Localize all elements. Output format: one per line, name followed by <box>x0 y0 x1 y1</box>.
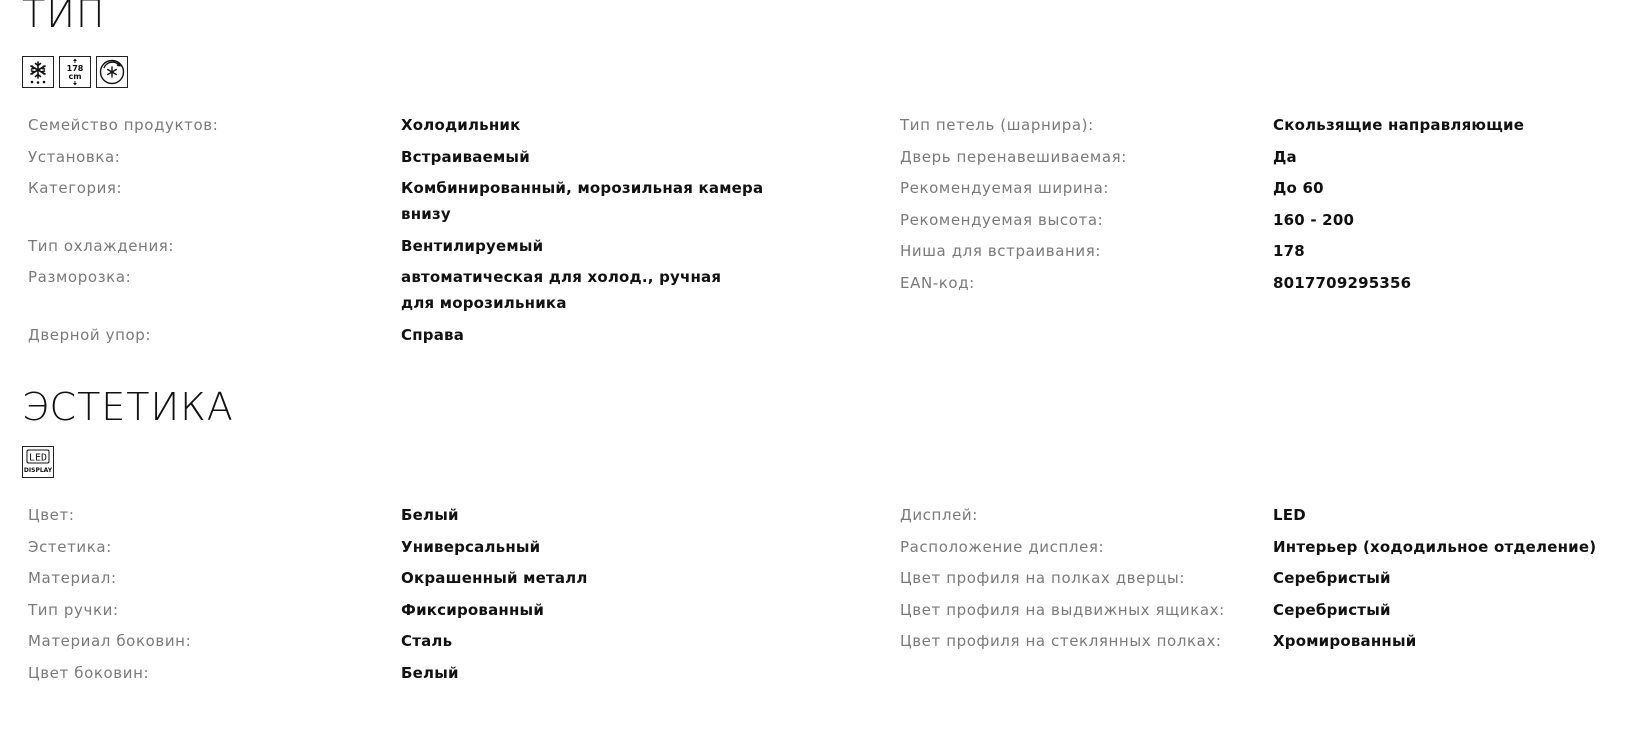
spec-label: Разморозка: <box>28 268 132 286</box>
spec-value: Универсальный <box>401 537 541 556</box>
spec-row <box>0 322 801 348</box>
niche-value-text: 178 <box>66 64 84 73</box>
spec-label: Рекомендуемая высота: <box>900 210 1104 229</box>
spec-row <box>900 628 1603 654</box>
spec-label: Дверь перенавешиваемая: <box>900 147 1127 166</box>
spec-row <box>0 175 801 227</box>
spec-column-left <box>0 112 801 353</box>
spec-value: 178 <box>1273 242 1305 260</box>
spec-value: Встраиваемый <box>401 147 530 166</box>
spec-row <box>0 597 801 623</box>
spec-row <box>900 534 1603 560</box>
spec-row <box>0 144 801 170</box>
spec-value: Фиксированный <box>401 600 545 619</box>
spec-column-right <box>900 112 1603 301</box>
spec-label: Рекомендуемая ширина: <box>900 179 1110 197</box>
spec-value: Интерьер (хододильное отделение) <box>1273 537 1597 556</box>
spec-label: EAN-код: <box>900 273 975 292</box>
led-display-icon <box>22 446 54 478</box>
spec-value: LED <box>1273 506 1306 524</box>
spec-row <box>0 628 801 654</box>
snowflake-drops-icon <box>22 56 54 88</box>
spec-row <box>0 502 801 528</box>
spec-column-left <box>0 502 801 691</box>
spec-label: Цвет профиля на полках дверцы: <box>900 569 1185 587</box>
spec-row <box>900 144 1603 170</box>
spec-label: Цвет профиля на стеклянных полках: <box>900 632 1222 650</box>
no-frost-icon <box>96 56 128 88</box>
spec-value: автоматическая для холод., ручная для морозильника <box>401 268 722 312</box>
spec-value: До 60 <box>1273 179 1324 197</box>
spec-value: Хромированный <box>1273 632 1417 650</box>
spec-row <box>900 238 1603 264</box>
spec-label: Расположение дисплея: <box>900 537 1105 556</box>
spec-value: Скользящие направляющие <box>1273 116 1525 134</box>
spec-row <box>0 264 801 316</box>
spec-value: Белый <box>401 506 459 524</box>
spec-row <box>900 270 1603 296</box>
spec-label: Дисплей: <box>900 506 978 524</box>
display-label-text: DISPLAY <box>24 467 52 474</box>
spec-label: Тип охлаждения: <box>28 236 175 255</box>
spec-label: Тип петель (шарнира): <box>900 116 1094 134</box>
spec-label: Ниша для встраивания: <box>900 242 1102 260</box>
section-title-type: ТИП <box>22 0 106 36</box>
spec-label: Эстетика: <box>28 537 112 556</box>
spec-label: Материал боковин: <box>28 632 192 650</box>
spec-label: Цвет боковин: <box>28 663 150 682</box>
section-title-aesthetics: ЭСТЕТИКА <box>22 385 234 429</box>
feature-icons-aesthetics <box>22 446 54 478</box>
niche-178cm-icon <box>59 56 91 88</box>
feature-icons-type <box>22 56 128 88</box>
spec-label: Цвет: <box>28 506 75 524</box>
niche-unit-text: cm <box>68 72 82 81</box>
spec-row <box>900 112 1603 138</box>
spec-label: Тип ручки: <box>28 600 119 619</box>
spec-row <box>0 660 801 686</box>
spec-label: Семейство продуктов: <box>28 116 219 134</box>
spec-row <box>0 534 801 560</box>
spec-value: Да <box>1273 147 1297 166</box>
spec-value: Вентилируемый <box>401 236 544 255</box>
spec-value: Белый <box>401 663 459 682</box>
spec-value: Справа <box>401 325 465 344</box>
spec-value: Комбинированный, морозильная камера внизу <box>401 179 764 223</box>
spec-value: 8017709295356 <box>1273 273 1412 292</box>
spec-row <box>900 597 1603 623</box>
led-label-text: LED <box>28 452 48 464</box>
spec-row <box>900 565 1603 591</box>
spec-row <box>0 233 801 259</box>
spec-row <box>900 207 1603 233</box>
spec-label: Материал: <box>28 569 117 587</box>
spec-value: Серебристый <box>1273 569 1391 587</box>
spec-value: 160 - 200 <box>1273 210 1355 229</box>
spec-row <box>0 565 801 591</box>
spec-row <box>900 175 1603 201</box>
spec-row <box>0 112 801 138</box>
spec-value: Холодильник <box>401 116 521 134</box>
spec-row <box>900 502 1603 528</box>
spec-label: Установка: <box>28 147 121 166</box>
spec-label: Дверной упор: <box>28 325 152 344</box>
spec-value: Серебристый <box>1273 600 1391 619</box>
spec-value: Окрашенный металл <box>401 569 588 587</box>
spec-label: Категория: <box>28 179 123 197</box>
spec-value: Сталь <box>401 632 453 650</box>
spec-column-right <box>900 502 1603 660</box>
spec-label: Цвет профиля на выдвижных ящиках: <box>900 600 1225 619</box>
